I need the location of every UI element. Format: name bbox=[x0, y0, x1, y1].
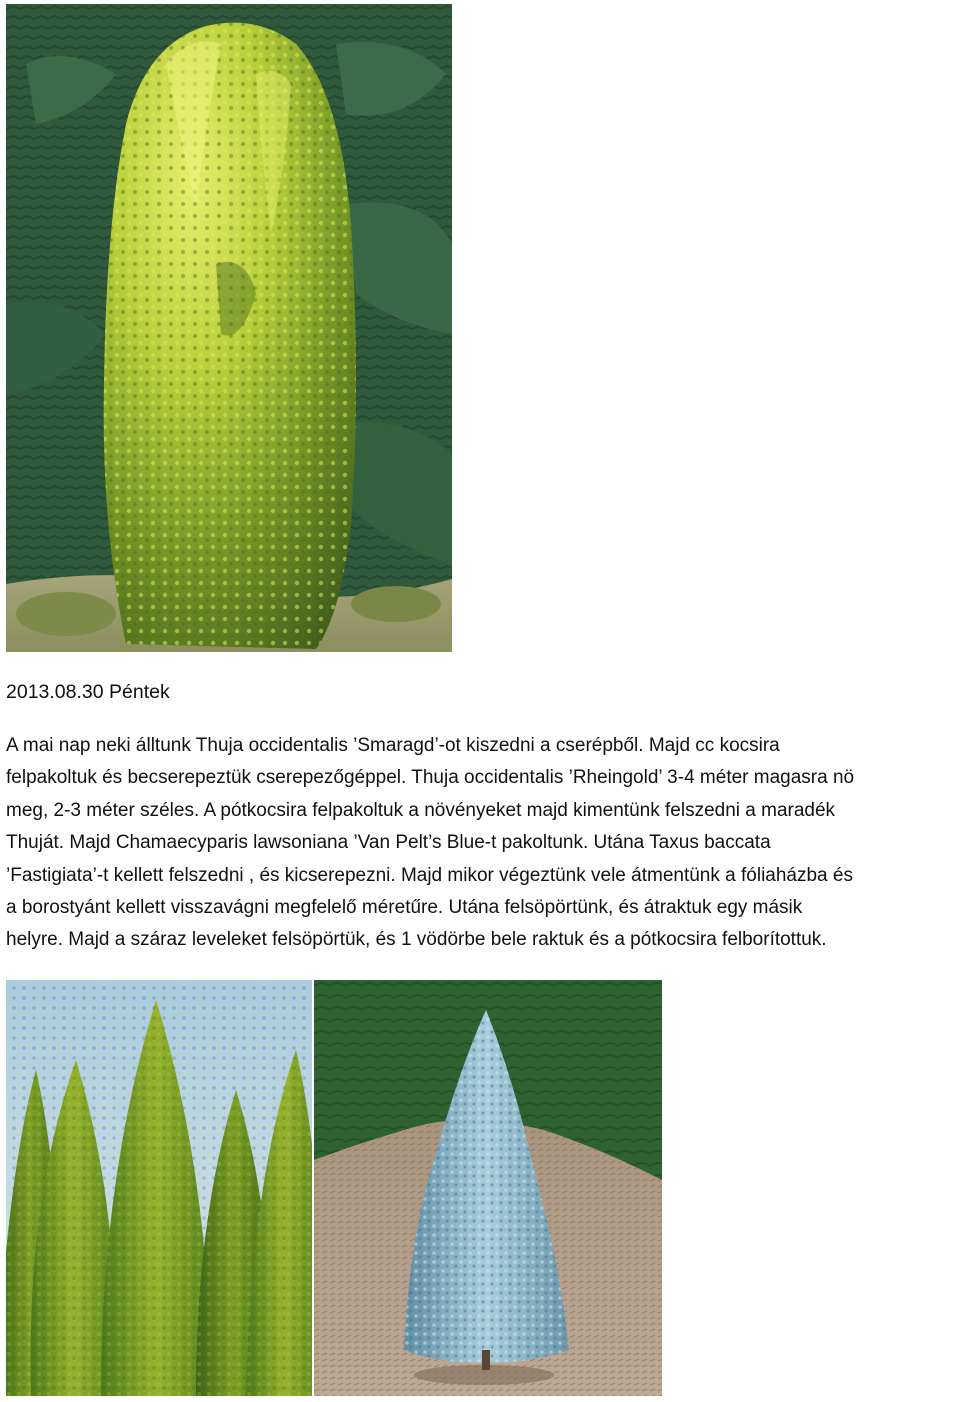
paragraph-line: felpakoltuk és becserepeztük cserepezőgéppel. Thuja occidentalis ’Rheingold’ 3-4 méter magasra nö bbox=[6, 767, 855, 789]
thuja-hedge-photo bbox=[6, 980, 312, 1396]
diary-paragraph bbox=[6, 730, 956, 957]
paragraph-line: Thuját. Majd Chamaecyparis lawsoniana ’Van Pelt’s Blue-t pakoltunk. Utána Taxus baccata bbox=[6, 832, 771, 854]
paragraph-line: a borostyánt kellett visszavágni megfelelő méretűre. Utána felsöpörtünk, és átraktuk egy másik bbox=[6, 897, 803, 919]
blue-cypress-photo-art bbox=[314, 980, 662, 1396]
paragraph-line: A mai nap neki álltunk Thuja occidentalis ’Smaragd’-ot kiszedni a cserépből. Majd cc kocsira bbox=[6, 735, 780, 756]
date-heading: 2013.08.30 Péntek bbox=[6, 681, 170, 703]
columnar-yew-photo-art bbox=[6, 4, 452, 652]
paragraph-line: ’Fastigiata’-t kellett felszedni , és kicserepezni. Majd mikor végeztünk vele átmentünk a fóliaházba és bbox=[6, 864, 853, 886]
columnar-yew-photo bbox=[6, 4, 452, 652]
paragraph-line: meg, 2-3 méter széles. A pótkocsira felpakoltuk a növényeket majd kimentünk felszedni a maradék bbox=[6, 799, 836, 821]
paragraph-line: helyre. Majd a száraz leveleket felsöpörtük, és 1 vödörbe bele raktuk és a pótkocsira felborítottuk. bbox=[6, 929, 827, 951]
thuja-hedge-photo-art bbox=[6, 980, 312, 1396]
blue-cypress-photo bbox=[314, 980, 662, 1396]
